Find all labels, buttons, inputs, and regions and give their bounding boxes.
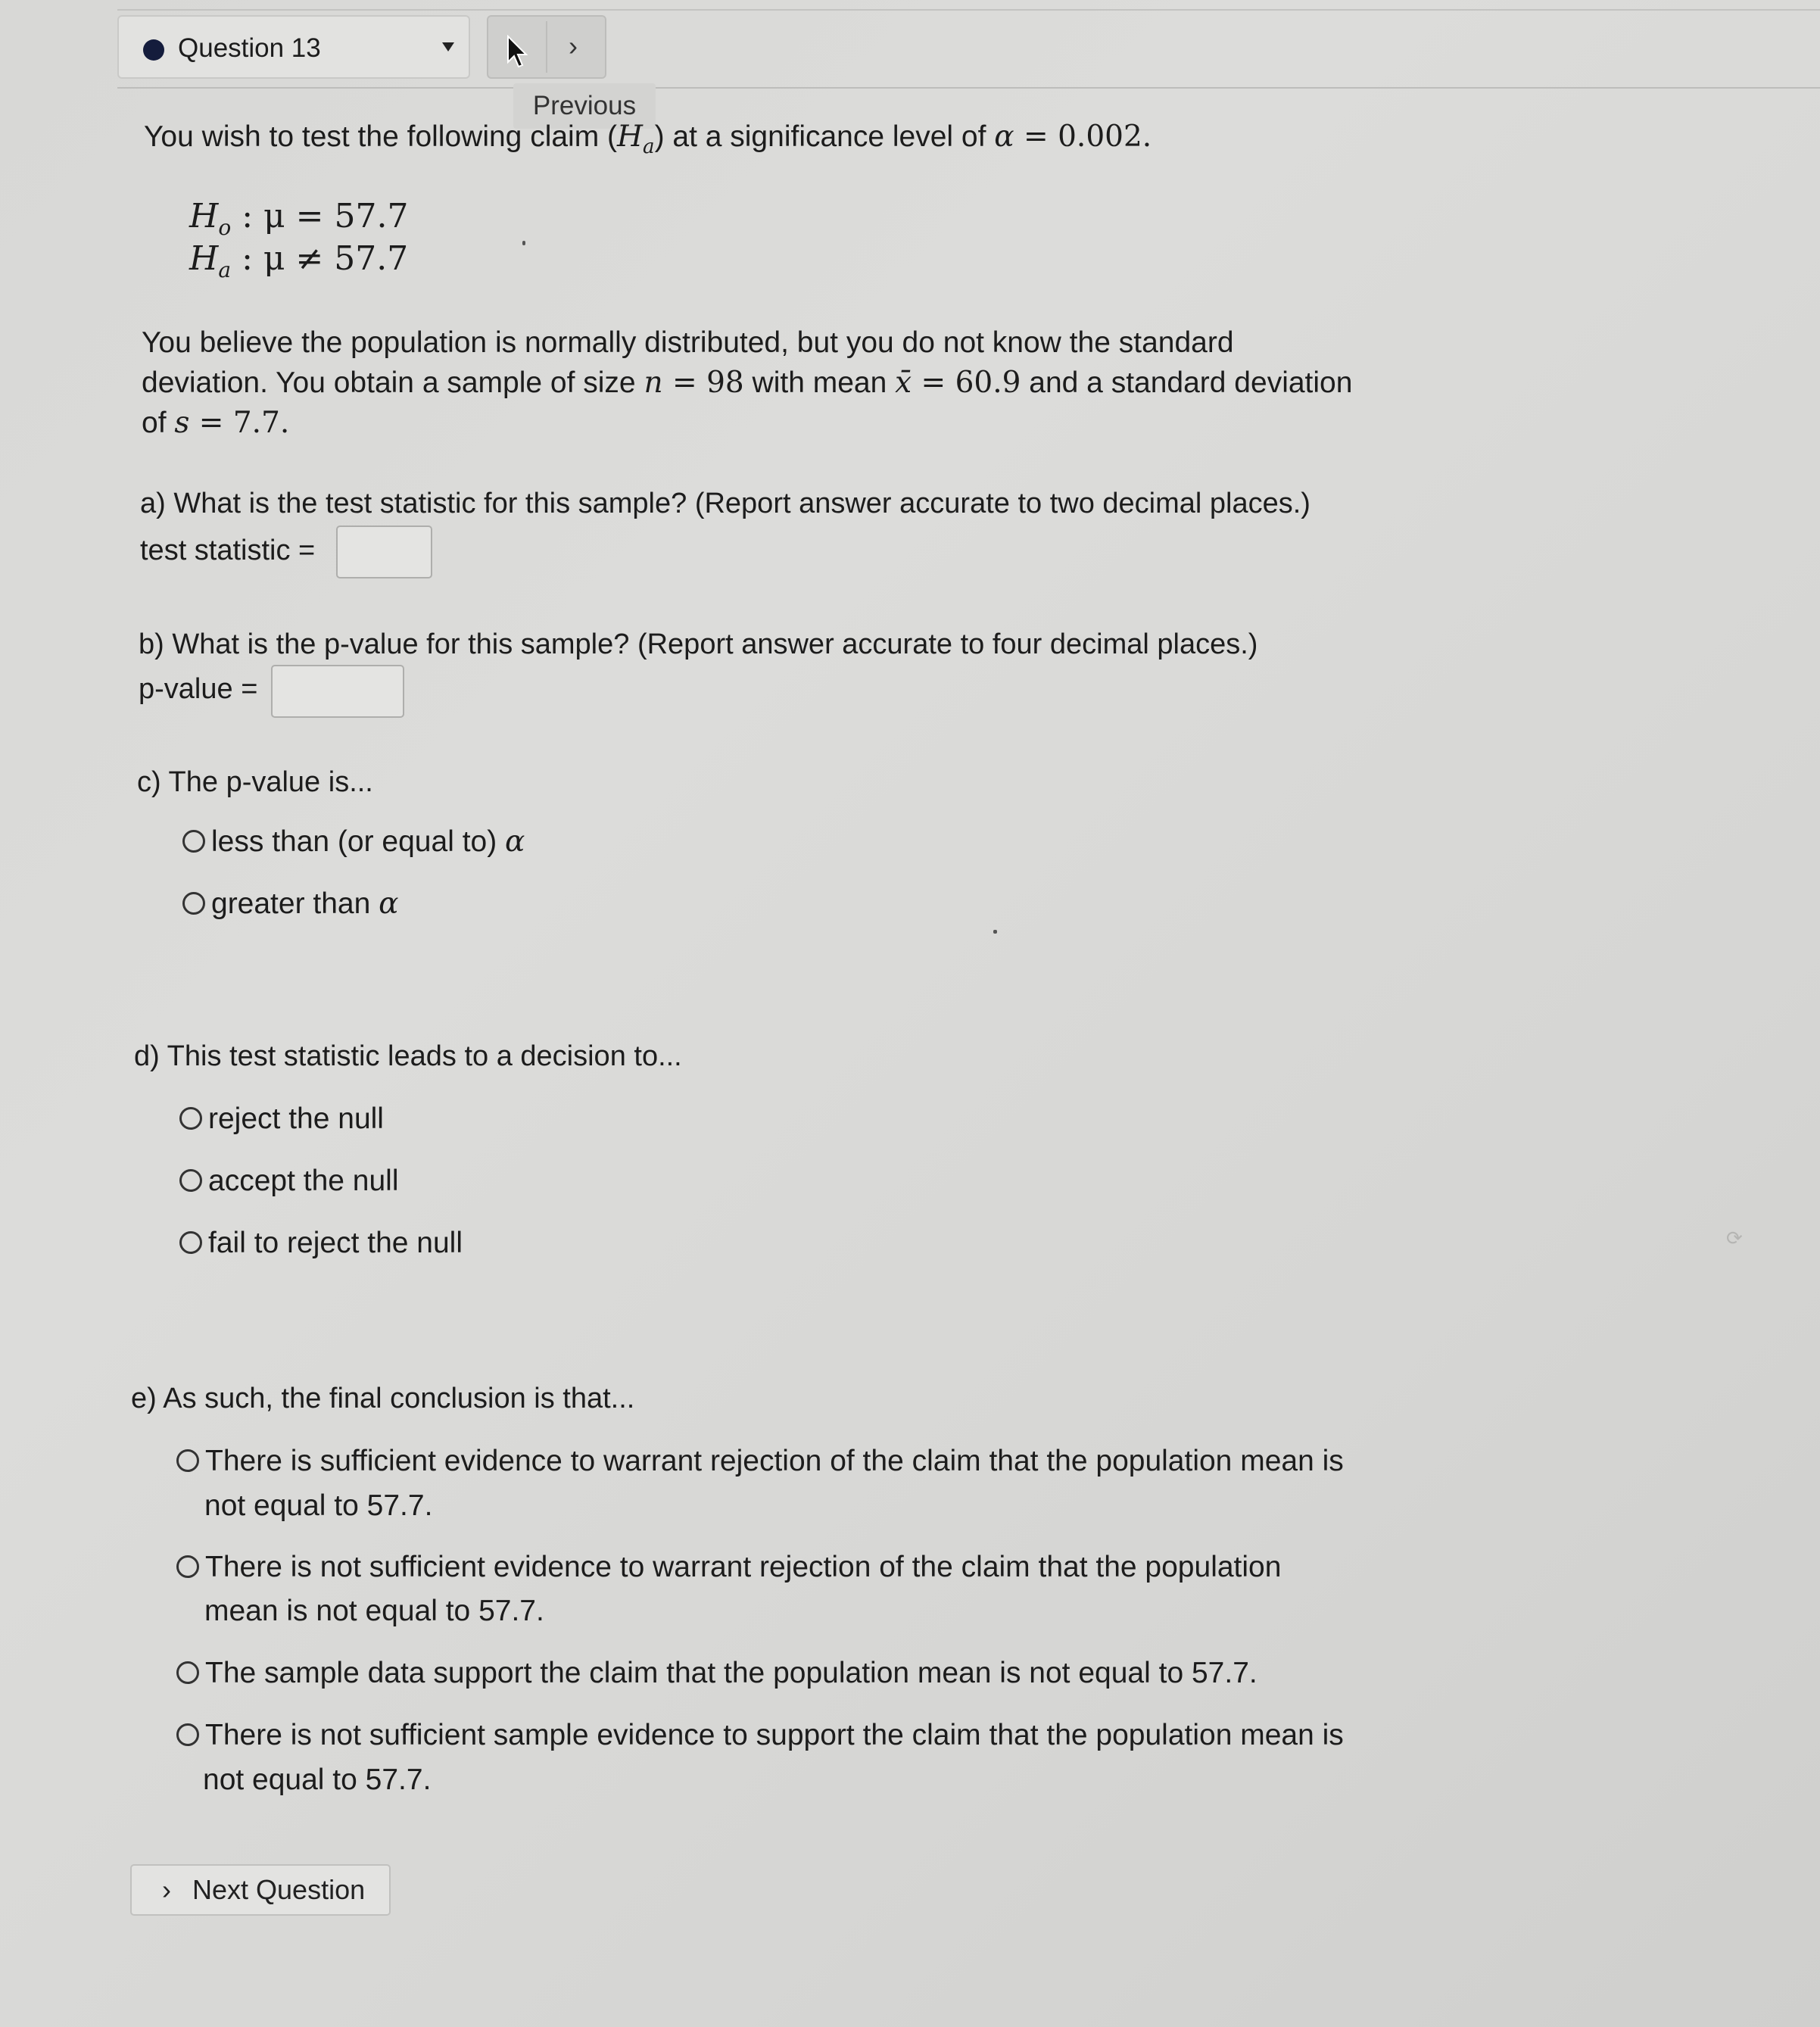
- option-label: The sample data support the claim that the population mean is not equal to 57.7.: [205, 1657, 1257, 1689]
- alpha-symbol: α: [379, 887, 399, 921]
- part-d-question: d) This test statistic leads to a decision to...: [134, 1040, 682, 1072]
- s-value: = 7.7.: [189, 406, 290, 440]
- option-label: reject the null: [208, 1102, 384, 1135]
- option-less-than-alpha[interactable]: [182, 821, 525, 863]
- radio-circle-icon[interactable]: [176, 1449, 199, 1472]
- test-statistic-input[interactable]: [336, 525, 432, 578]
- p-value-label: p-value =: [139, 673, 258, 705]
- option-label: There is sufficient evidence to warrant rejection of the claim that the population mean is: [205, 1445, 1344, 1477]
- radio-circle-icon[interactable]: [179, 1169, 202, 1192]
- claim-sub: a: [643, 135, 655, 158]
- option-label-continued: mean is not equal to 57.7.: [204, 1595, 544, 1627]
- alternative-hypothesis: [189, 238, 408, 292]
- previous-tooltip: Previous: [513, 83, 656, 129]
- option-label-continued: not equal to 57.7.: [204, 1489, 433, 1522]
- intro-mid: ) at a significance level of: [654, 120, 995, 153]
- context-line-1: You believe the population is normally distributed, but you do not know the standard: [142, 326, 1234, 359]
- chevron-right-icon: ›: [162, 1874, 171, 1905]
- option-sample-data-support[interactable]: [176, 1652, 1257, 1695]
- dropdown-caret-icon: [442, 42, 454, 51]
- option-label: There is not sufficient sample evidence to support the claim that the population mean is: [205, 1719, 1344, 1751]
- radio-circle-icon[interactable]: [176, 1723, 199, 1746]
- context-line-2a: deviation. You obtain a sample of size: [142, 366, 644, 399]
- n-symbol: n: [644, 366, 663, 400]
- alt-body: : μ ≠ 57.7: [231, 239, 409, 278]
- refresh-icon: ⟳: [1726, 1227, 1743, 1249]
- alpha-symbol: α: [994, 120, 1014, 154]
- next-question-label: Next Question: [192, 1874, 366, 1905]
- alt-symbol: H: [189, 239, 219, 278]
- option-not-sufficient-evidence-reject[interactable]: [176, 1546, 1281, 1589]
- intro-prefix: You wish to test the following claim (: [144, 120, 618, 153]
- part-b-question: b) What is the p-value for this sample? (Report answer accurate to four decimal places.): [139, 628, 1258, 660]
- part-e-question: e) As such, the final conclusion is that...: [131, 1383, 635, 1414]
- null-sub: o: [218, 214, 232, 240]
- top-divider: [117, 9, 1820, 11]
- option-label: fail to reject the null: [208, 1227, 463, 1259]
- option-label-continued: not equal to 57.7.: [203, 1763, 432, 1796]
- xbar-value: = 60.9: [912, 366, 1021, 400]
- option-greater-than-alpha[interactable]: [182, 883, 399, 925]
- option-label: greater than: [211, 887, 379, 920]
- question-selector[interactable]: [117, 15, 470, 79]
- option-fail-to-reject-null[interactable]: [179, 1222, 463, 1265]
- question-nav-group: [487, 15, 606, 79]
- option-accept-null[interactable]: [179, 1160, 399, 1202]
- next-question-nav-button[interactable]: [547, 17, 605, 77]
- null-body: : μ = 57.7: [231, 197, 409, 235]
- radio-circle-icon[interactable]: [179, 1231, 202, 1254]
- radio-circle-icon[interactable]: [176, 1555, 199, 1578]
- question-status-dot-icon: [143, 39, 164, 61]
- alpha-value: = 0.002.: [1014, 120, 1152, 154]
- context-line-2e: and a standard deviation: [1021, 366, 1353, 399]
- s-symbol: s: [174, 406, 190, 440]
- option-label: less than (or equal to): [211, 825, 506, 858]
- radio-circle-icon[interactable]: [179, 1107, 202, 1130]
- mouse-pointer-icon: [506, 35, 529, 68]
- option-label: accept the null: [208, 1165, 399, 1197]
- radio-circle-icon[interactable]: [182, 892, 205, 915]
- alt-sub: a: [218, 257, 232, 282]
- context-line-3: [142, 403, 289, 444]
- question-selector-label: Question 13: [178, 33, 321, 63]
- radio-circle-icon[interactable]: [182, 830, 205, 853]
- part-a-question: a) What is the test statistic for this sample? (Report answer accurate to two decimal places.): [140, 488, 1310, 519]
- intro-line: [144, 117, 1152, 167]
- option-sufficient-evidence-reject[interactable]: [176, 1440, 1344, 1483]
- previous-question-button[interactable]: [488, 17, 546, 77]
- header-divider: [117, 87, 1820, 89]
- stray-mark: [522, 241, 525, 245]
- null-symbol: H: [189, 197, 219, 235]
- option-not-sufficient-sample-evidence[interactable]: [176, 1714, 1344, 1757]
- claim-symbol: H: [617, 120, 644, 154]
- part-c-question: c) The p-value is...: [137, 766, 373, 798]
- alpha-symbol: α: [505, 825, 525, 859]
- radio-circle-icon[interactable]: [176, 1661, 199, 1684]
- option-reject-null[interactable]: [179, 1098, 384, 1140]
- stray-mark: [993, 930, 997, 934]
- context-line-3a: of: [142, 407, 175, 439]
- next-question-button[interactable]: [130, 1864, 391, 1916]
- n-value: = 98: [662, 366, 744, 400]
- context-line-2: [142, 363, 1352, 404]
- p-value-input[interactable]: [271, 665, 404, 718]
- xbar-symbol: x̄: [895, 366, 912, 400]
- test-statistic-label: test statistic =: [140, 535, 316, 566]
- context-line-2c: with mean: [743, 366, 896, 399]
- option-label: There is not sufficient evidence to warrant rejection of the claim that the population: [205, 1551, 1282, 1583]
- chevron-right-icon: ›: [569, 30, 578, 61]
